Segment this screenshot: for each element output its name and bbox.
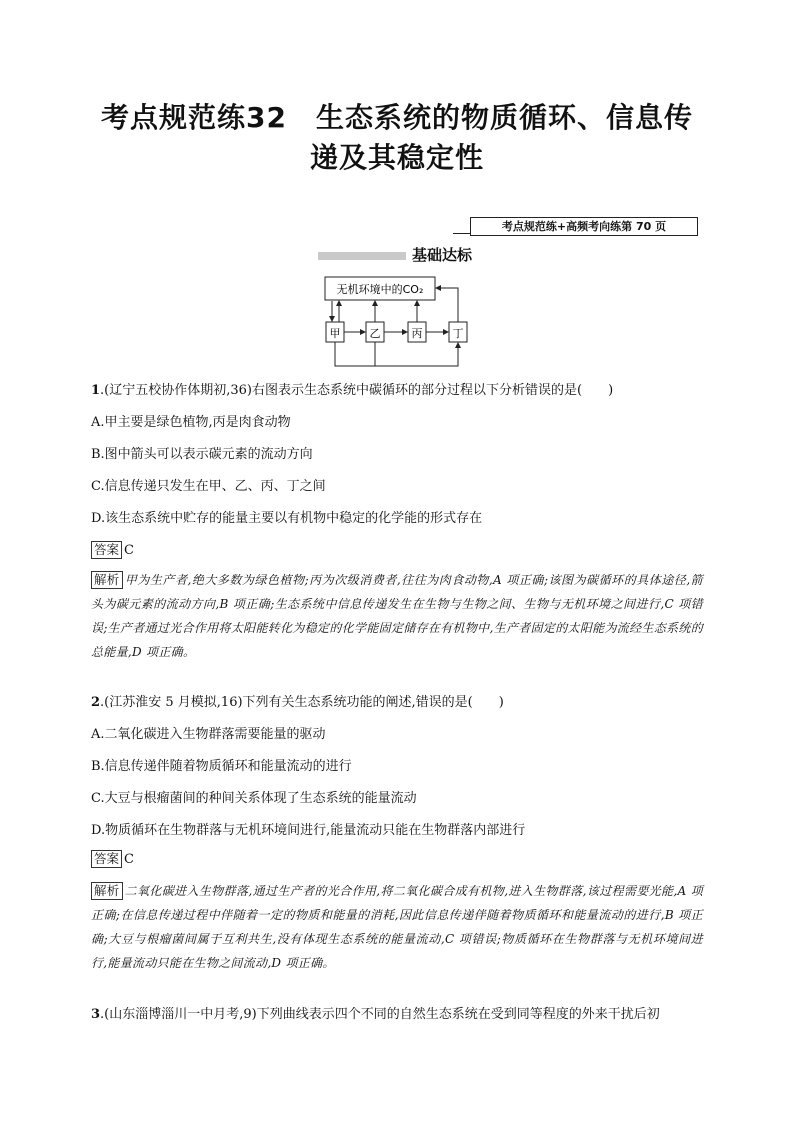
node-yi-label: 乙 — [369, 327, 381, 340]
question-1-option-a: A.甲主要是绿色植物,丙是肉食动物 — [91, 415, 291, 430]
page-ref-underline — [453, 233, 471, 234]
node-ding-label: 丁 — [452, 327, 464, 340]
question-2-stem: 2.(江苏淮安 5 月模拟,16)下列有关生态系统功能的阐述,错误的是( ) — [91, 695, 504, 710]
question-2-option-d: D.物质循环在生物群落与无机环境间进行,能量流动只能在生物群落内部进行 — [91, 823, 526, 838]
co2-label: 无机环境中的CO₂ — [336, 283, 424, 296]
question-2-option-a: A.二氧化碳进入生物群落需要能量的驱动 — [91, 727, 326, 742]
node-jia-label: 甲 — [329, 327, 341, 340]
section-bar — [318, 252, 406, 260]
question-2-explanation: 解析 二氧化碳进入生物群落,通过生产者的光合作用,将二氧化碳合成有机物,进入生物群落,该过程需要光能,A 项正确;在信息传递过程中伴随着一定的物质和能量的消耗,因此信息传递伴随着物质循环和能量流动的进行,B 项正确;大豆与根瘤菌间属于互利共生,没有体现生态系统的能量流动,C 项错误;物质循环在生物群落与无机环境间进行,能量流动只能在生物之间流动,D 项正确。 — [91, 883, 703, 970]
question-1-option-b: B.图中箭头可以表示碳元素的流动方向 — [91, 447, 313, 462]
answer-tag: 答案 — [91, 541, 122, 559]
explain-tag: 解析 — [91, 571, 123, 589]
page-title-line-1: 考点规范练32 生态系统的物质循环、信息传 — [101, 101, 693, 134]
answer-tag: 答案 — [91, 850, 122, 868]
node-bing-label: 丙 — [411, 327, 423, 340]
question-3-stem: 3.(山东淄博淄川一中月考,9)下列曲线表示四个不同的自然生态系统在受到同等程度的外来干扰后初 — [91, 1007, 660, 1022]
question-1-answer: 答案 C — [91, 541, 134, 561]
question-1-option-d: D.该生态系统中贮存的能量主要以有机物中稳定的化学能的形式存在 — [91, 511, 483, 526]
question-1-stem: 1.(辽宁五校协作体期初,36)右图表示生态系统中碳循环的部分过程以下分析错误的是( ) — [91, 383, 614, 398]
page-title-line-2: 递及其稳定性 — [309, 141, 484, 174]
question-1-explanation: 解析 甲为生产者,绝大多数为绿色植物;丙为次级消费者,往往为肉食动物,A 项正确;该图为碳循环的具体途径,箭头为碳元素的流动方向,B 项正确;生态系统中信息传递发生在生物与生物之间、生物与无机环境之间进行,C 项错误;生产者通过光合作用将太阳能转化为稳定的化学能固定储存在有机物中,生产者固定的太阳能为流经生态系统的总能量,D 项正确。 — [91, 572, 703, 659]
explain-tag: 解析 — [91, 882, 123, 900]
question-2-answer: 答案 C — [91, 850, 134, 870]
question-2-option-c: C.大豆与根瘤菌间的种间关系体现了生态系统的能量流动 — [91, 791, 417, 806]
section-title: 基础达标 — [412, 246, 473, 264]
carbon-cycle-diagram — [320, 274, 470, 374]
question-1-option-c: C.信息传递只发生在甲、乙、丙、丁之间 — [91, 479, 326, 494]
question-2-option-b: B.信息传递伴随着物质循环和能量流动的进行 — [91, 759, 352, 774]
page-reference-box: 考点规范练+高频考向练第 70 页 — [470, 217, 698, 236]
